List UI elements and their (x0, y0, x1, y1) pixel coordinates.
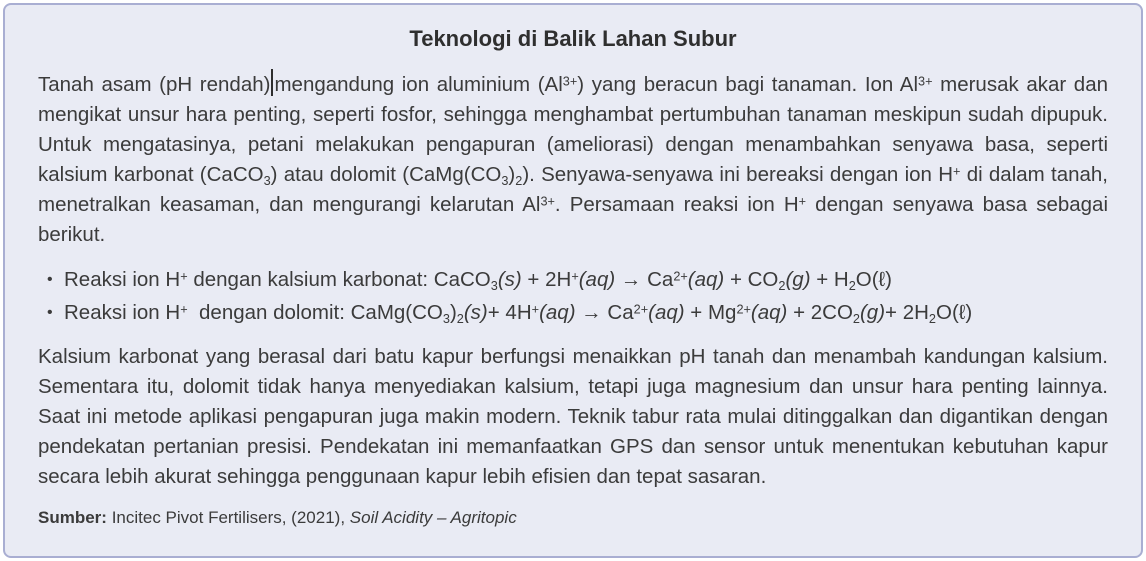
article-paragraph-2[interactable]: Kalsium karbonat yang berasal dari batu kapur berfungsi menaikkan pH tanah dan menambah kandungan kalsium. Sementara itu, dolomit tidak hanya menyediakan kalsium, tetapi juga magnesium dan unsur hara penting lainnya. Saat ini metode aplikasi pengapuran juga makin modern. Teknik tabur rata mulai ditinggalkan dan digantikan dengan pendekatan pertanian presisi. Pendekatan ini memanfaatkan GPS dan sensor untuk menentukan kebutuhan kapur secara lebih akurat sehingga penggunaan kapur lebih efisien dan tepat sasaran. (38, 345, 1108, 488)
article-title: Teknologi di Balik Lahan Subur (409, 26, 737, 51)
reaction-text: Reaksi ion H+ dengan dolomit: $CaMg(CO_3)_2(s)+ 4H^+(aq) \to Ca^{2+}(aq) + Mg^{2+}(aq) + 2CO_2(g)+$ $2H_2O(\ell)$ (64, 301, 973, 327)
text-caret (271, 69, 273, 96)
bullet-marker: • (47, 271, 53, 288)
reaction-item-calcium-carbonate[interactable] (38, 263, 1108, 296)
reaction-list (38, 263, 1108, 329)
bullet-marker: • (47, 304, 53, 321)
source-line: Sumber: Incitec Pivot Fertilisers, (2021), Soil Acidity – Agritopic (38, 508, 517, 527)
article-card (3, 3, 1143, 558)
reaction-item-dolomite[interactable] (38, 296, 1108, 329)
reaction-text: Reaksi ion H+ dengan kalsium karbonat: CaCO$_3$(s) + $2H^+(aq) \to Ca^{2+}(aq) + CO_2(g)$ + $H_2O(\ell)$ (64, 268, 893, 294)
article-paragraph-1[interactable]: Tanah asam (pH rendah) mengandung ion aluminium $(Al^{3+})$ yang beracun bagi tanaman. Ion $Al^{3+}$ merusak akar dan mengikat unsur hara penting, seperti fosfor, sehingga menghambat pertumbuhan tanaman meskipun sudah dipupuk. Untuk mengatasinya, petani melakukan pengapuran (ameliorasi) dengan menambahkan senyawa basa, seperti kalsium karbonat (CaCO$_3$) atau dolomit $(CaMg(CO_3)_2)$. Senyawa-senyawa ini bereaksi dengan ion H+ di dalam tanah, menetralkan keasaman, dan mengurangi kelarutan $Al^{3+}$. Persamaan reaksi ion H+ dengan senyawa basa sebagai berikut. (38, 69, 1108, 250)
